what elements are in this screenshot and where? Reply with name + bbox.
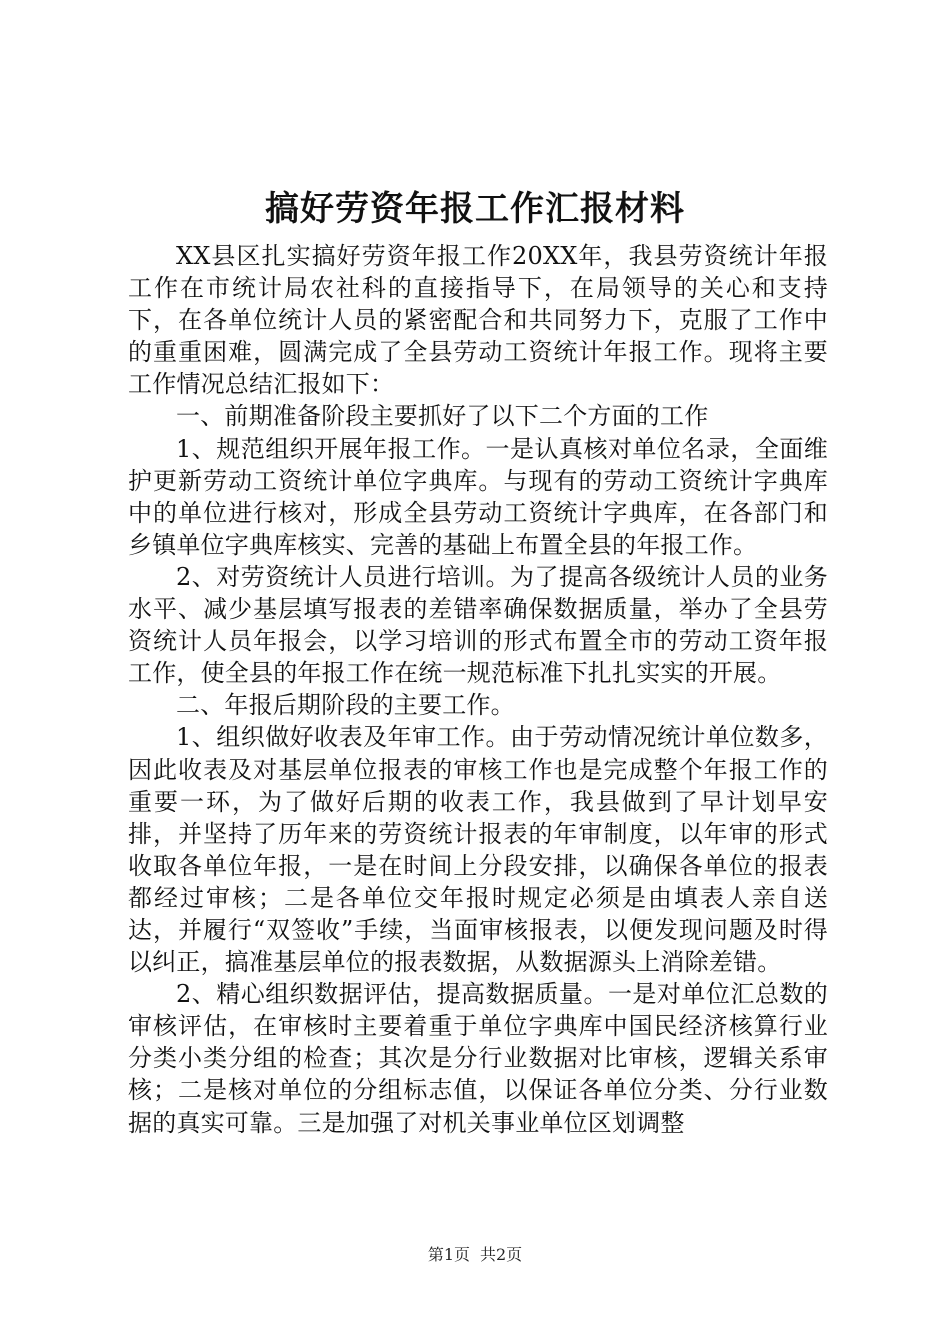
- page-number-total: 共2页: [480, 1245, 523, 1264]
- paragraph-item-1-1: 1、规范组织开展年报工作。一是认真核对单位名录，全面维护更新劳动工资统计单位字典库。与现有的劳动工资统计字典库中的单位进行核对，形成全县劳动工资统计字典库，在各部门和乡镇单位字典库核实、完善的基础上布置全县的年报工作。: [128, 434, 828, 559]
- page-number-current: 第1页: [427, 1245, 470, 1264]
- paragraph-intro: XX县区扎实搞好劳资年报工作20XX年，我县劳资统计年报工作在市统计局农社科的直接指导下，在局领导的关心和支持下，在各单位统计人员的紧密配合和共同努力下，克服了工作中的重重困难，圆满完成了全县劳动工资统计年报工作。现将主要工作情况总结汇报如下：: [128, 242, 828, 399]
- heading-section-two: 二、年报后期阶段的主要工作。: [176, 691, 515, 720]
- document-title: 搞好劳资年报工作汇报材料: [265, 189, 685, 229]
- heading-section-one: 一、前期准备阶段主要抓好了以下二个方面的工作: [176, 402, 709, 431]
- document-body: [128, 240, 828, 1139]
- paragraph-item-1-2: 2、对劳资统计人员进行培训。为了提高各级统计人员的业务水平、减少基层填写报表的差错率确保数据质量，举办了全县劳资统计人员年报会，以学习培训的形式布置全市的劳动工资年报工作，使全县的年报工作在统一规范标准下扎扎实实的开展。: [128, 562, 828, 688]
- paragraph-item-2-1: 1、组织做好收表及年审工作。由于劳动情况统计单位数多，因此收表及对基层单位报表的审核工作也是完成整个年报工作的重要一环，为了做好后期的收表工作，我县做到了早计划早安排，并坚持了历年来的劳资统计报表的年审制度，以年审的形式收取各单位年报，一是在时间上分段安排，以确保各单位的报表都经过审核；二是各单位交年报时规定必须是由填表人亲自送达，并履行“双签收”手续，当面审核报表，以便发现问题及时得以纠正，搞准基层单位的报表数据，从数据源头上消除差错。: [128, 723, 828, 977]
- paragraph-item-2-2: 2、精心组织数据评估，提高数据质量。一是对单位汇总数的审核评估，在审核时主要着重于单位字典库中国民经济核算行业分类小类分组的检查；其次是分行业数据对比审核，逻辑关系审核；二是核对单位的分组标志值，以保证各单位分类、分行业数据的真实可靠。三是加强了对机关事业单位区划调整: [128, 980, 828, 1137]
- page-footer: [0, 1244, 950, 1266]
